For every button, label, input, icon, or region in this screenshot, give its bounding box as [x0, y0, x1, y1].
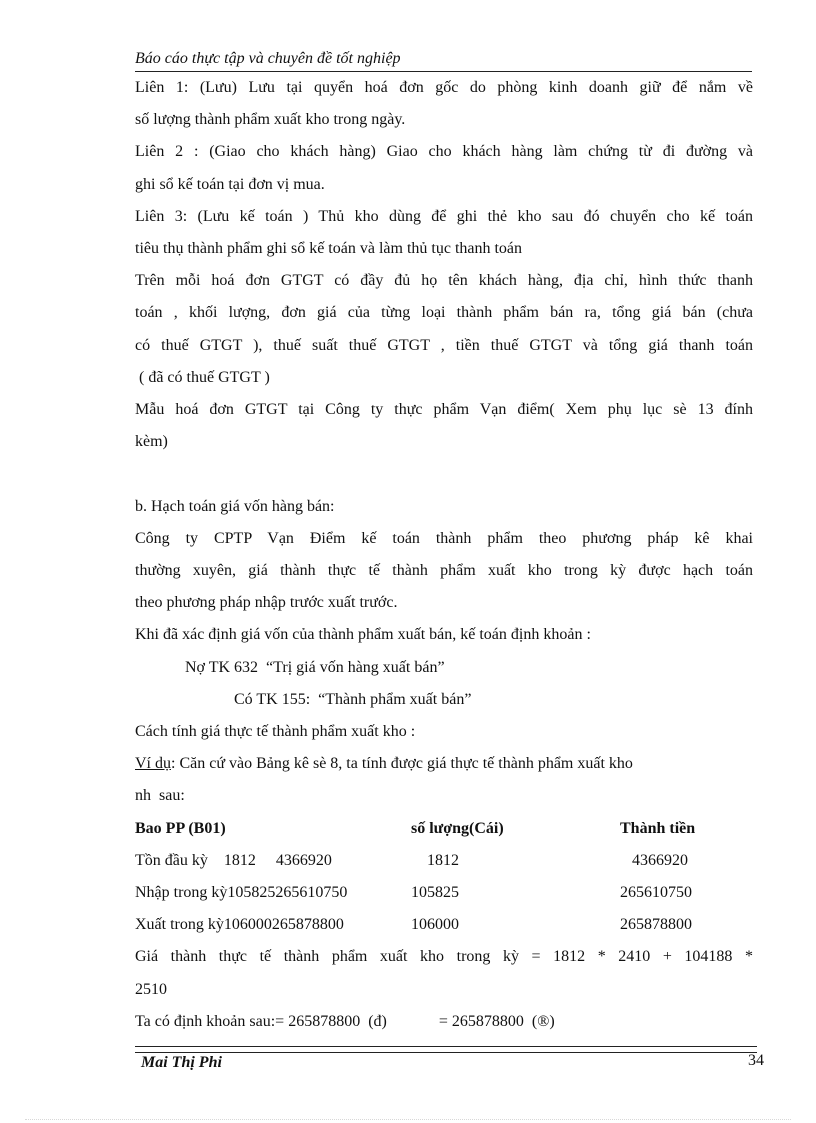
- paragraph-line: 2510: [135, 980, 167, 998]
- table-row: [135, 845, 753, 877]
- paragraph-line: ( đã có thuế GTGT ): [135, 368, 270, 386]
- section-heading: b. Hạch toán giá vốn hàng bán:: [135, 497, 335, 515]
- paragraph-line: Cách tính giá thực tế thành phẩm xuất kho :: [135, 723, 416, 741]
- table-cell: 1812: [411, 851, 459, 869]
- table-row: [135, 909, 753, 941]
- paragraph-line: tiêu thụ thành phẩm ghi sổ kế toán và làm thủ tục thanh toán: [135, 240, 523, 258]
- paragraph-line: ghi sổ kế toán tại đơn vị mua.: [135, 175, 325, 193]
- table-header-cell: Bao PP (B01): [135, 819, 226, 837]
- table-header-cell: số lượng(Cái): [411, 819, 504, 837]
- table-cell: Xuất trong kỳ106000265878800: [135, 916, 344, 934]
- blank-line: [135, 458, 753, 490]
- table-cell: 265878800: [620, 916, 692, 934]
- paragraph-line: Liên 1: (Lưu) Lưu tại quyển hoá đơn gốc do phòng kinh doanh giữ để nắm về: [135, 79, 753, 96]
- paragraph-line: nh sau:: [135, 787, 185, 805]
- example-label: Ví dụ: [135, 755, 171, 773]
- footer-rule: [135, 1046, 757, 1053]
- table-cell: Nhập trong kỳ105825265610750: [135, 884, 348, 902]
- paragraph-line: Liên 3: (Lưu kế toán ) Thủ kho dùng để ghi thẻ kho sau đó chuyển cho kế toán: [135, 207, 753, 225]
- paragraph-line: Liên 2 : (Giao cho khách hàng) Giao cho khách hàng làm chứng từ đi đường và: [135, 143, 753, 161]
- table-header-row: [135, 813, 753, 845]
- paragraph-line: Công ty CPTP Vạn Điểm kế toán thành phẩm theo phương pháp kê khai: [135, 529, 753, 547]
- paragraph-line: Mẫu hoá đơn GTGT tại Công ty thực phẩm Vạn điểm( Xem phụ lục sè 13 đính: [135, 401, 753, 419]
- table-cell: Tồn đầu kỳ 1812 4366920: [135, 851, 332, 869]
- table-row: [135, 877, 753, 909]
- table-cell: 105825: [411, 884, 459, 902]
- credit-entry: Có TK 155: “Thành phẩm xuất bán”: [234, 690, 472, 708]
- example-line: [135, 748, 753, 780]
- paragraph-line: có thuế GTGT ), thuế suất thuế GTGT , tiền thuế GTGT và tổng giá thanh toán: [135, 336, 753, 354]
- paragraph-line: Giá thành thực tế thành phẩm xuất kho trong kỳ = 1812 * 2410 + 104188 *: [135, 948, 753, 966]
- paragraph-line: toán , khối lượng, đơn giá của từng loại thành phẩm bán ra, tổng giá bán (chưa: [135, 304, 753, 322]
- document-body: [135, 72, 753, 1038]
- example-text: : Căn cứ vào Bảng kê sè 8, ta tính được giá thực tế thành phẩm xuất kho: [171, 755, 633, 773]
- page-number: 34: [748, 1052, 764, 1069]
- paragraph-line: số lượng thành phẩm xuất kho trong ngày.: [135, 111, 406, 129]
- paragraph-line: kèm): [135, 433, 168, 451]
- paragraph-line: Ta có định khoản sau:= 265878800 (đ) = 265878800 (®): [135, 1012, 555, 1030]
- paragraph-line: theo phương pháp nhập trước xuất trước.: [135, 594, 398, 612]
- page-header: Báo cáo thực tập và chuyên đề tốt nghiệp: [135, 48, 752, 72]
- paragraph-line: thường xuyên, giá thành thực tế thành phẩm xuất kho trong kỳ được hạch toán: [135, 562, 753, 580]
- footer-author: Mai Thị Phi: [141, 1054, 222, 1071]
- table-header-cell: Thành tiền: [620, 819, 696, 837]
- page-edge: [25, 1119, 791, 1120]
- debit-entry: Nợ TK 632 “Trị giá vốn hàng xuất bán”: [185, 658, 445, 676]
- table-cell: 106000: [411, 916, 459, 934]
- table-cell: 265610750: [620, 884, 692, 902]
- paragraph-line: Trên mỗi hoá đơn GTGT có đầy đủ họ tên khách hàng, địa chỉ, hình thức thanh: [135, 272, 753, 290]
- table-cell: 4366920: [620, 851, 688, 869]
- paragraph-line: Khi đã xác định giá vốn của thành phẩm xuất bán, kế toán định khoản :: [135, 626, 591, 644]
